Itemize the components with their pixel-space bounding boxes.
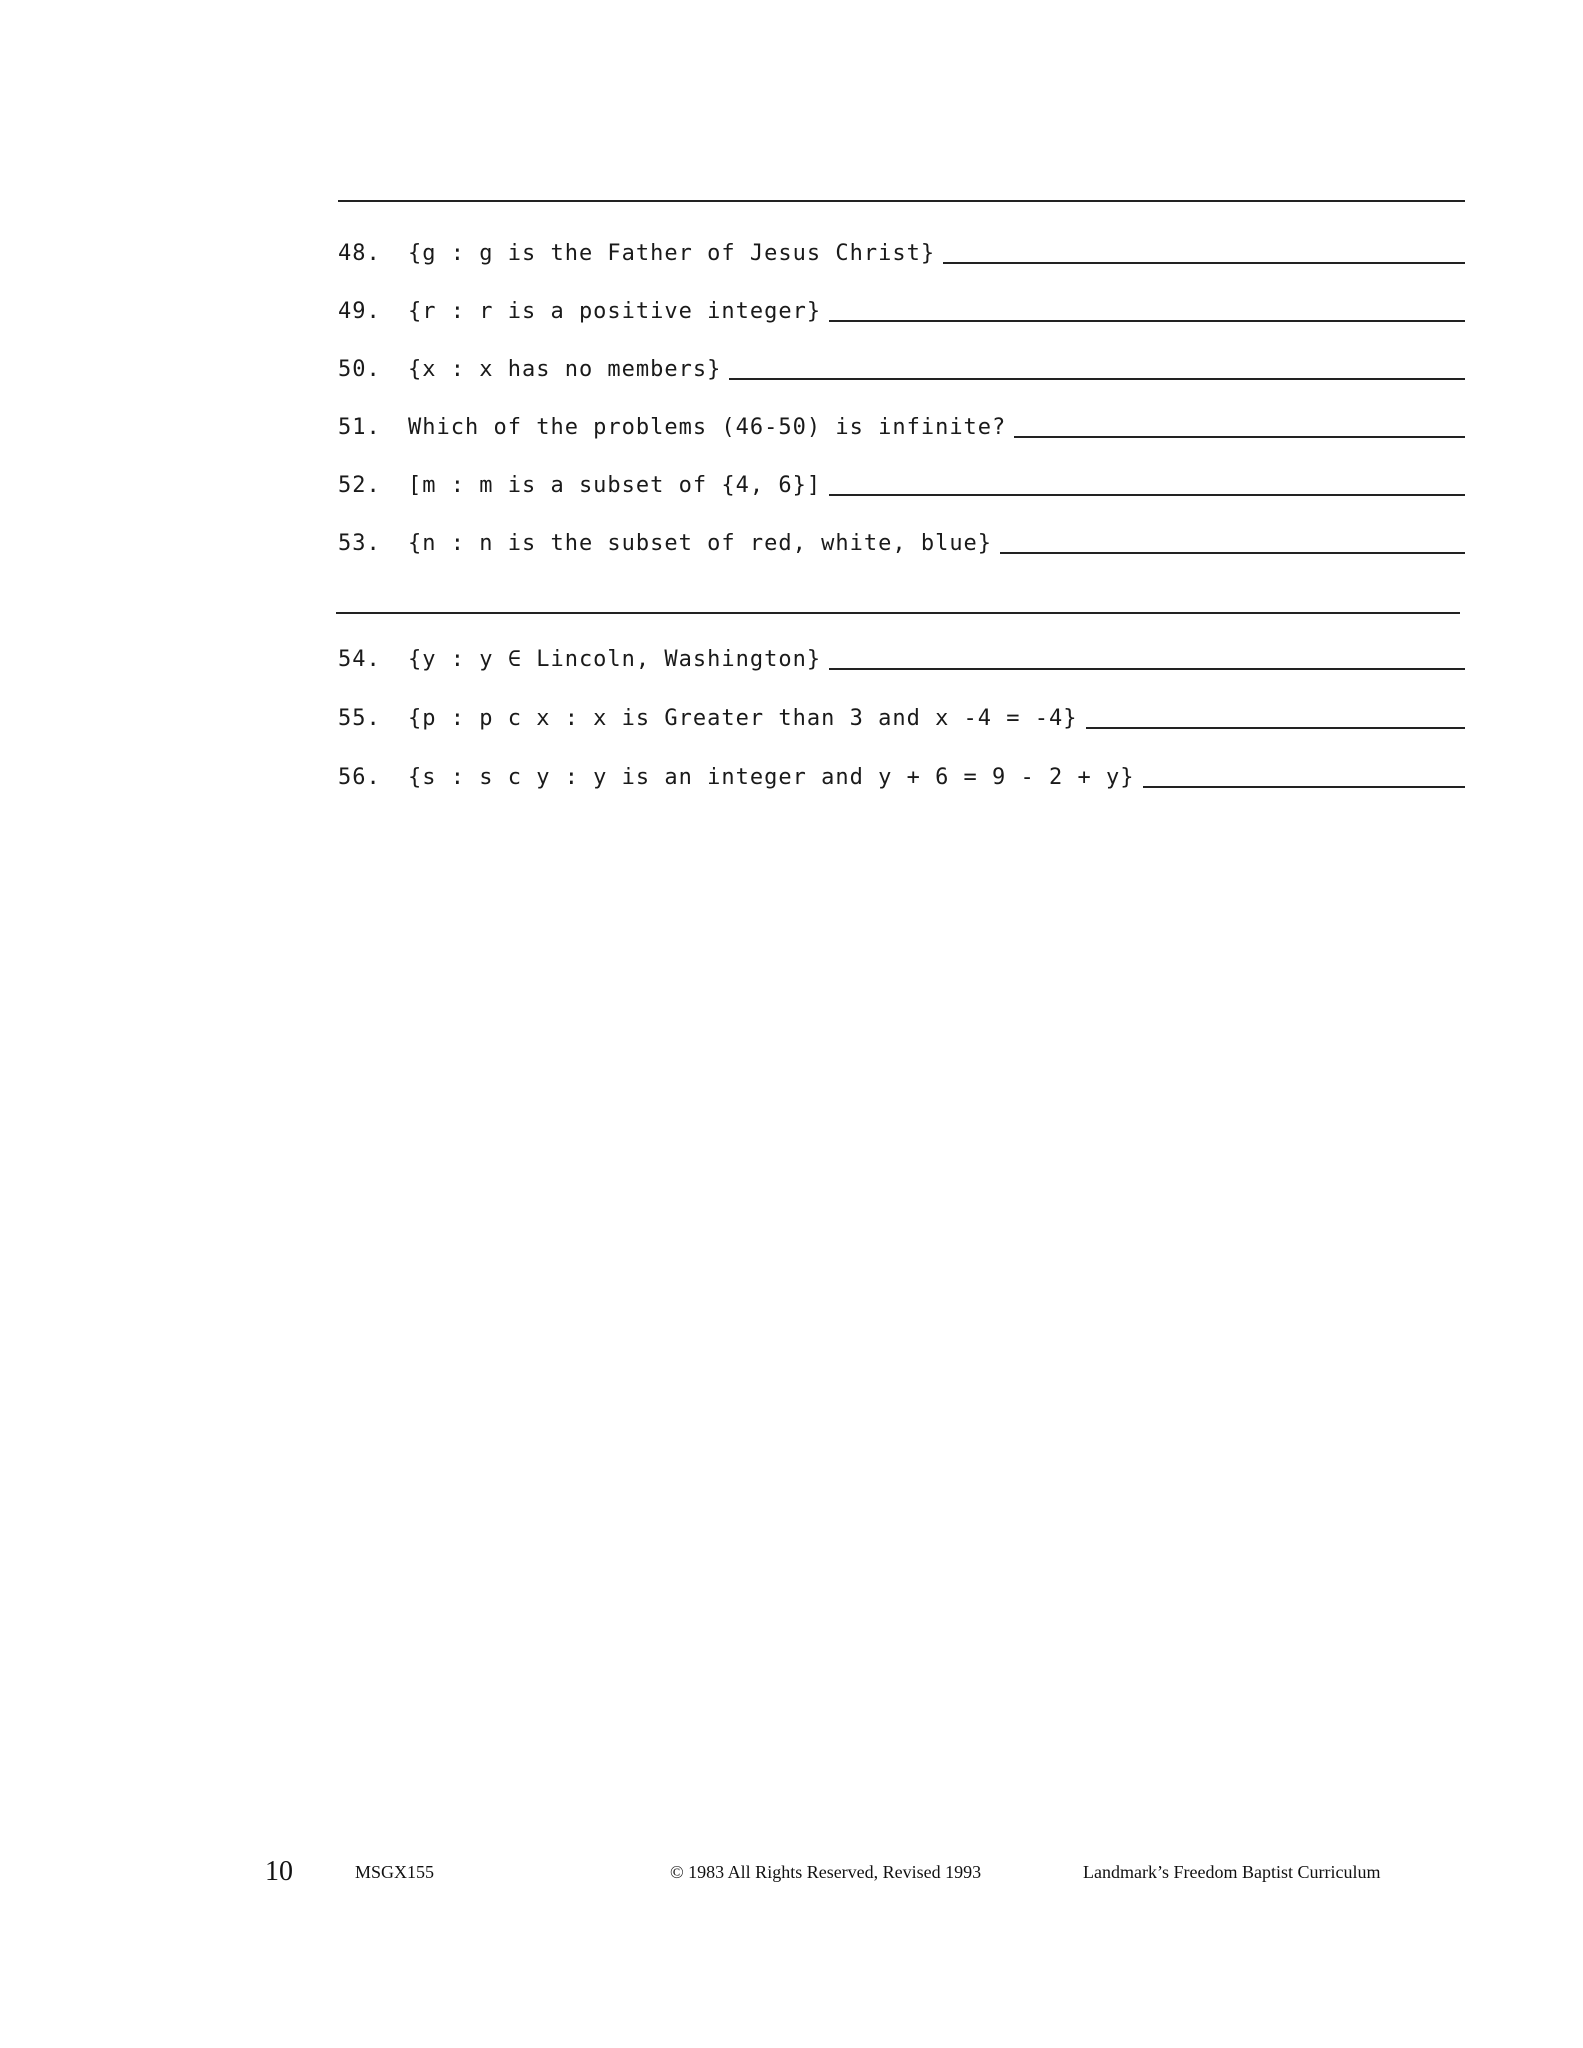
question-text: {s : s c y : y is an integer and y + 6 = 9 - 2 + y} — [408, 765, 1135, 790]
divider-middle — [336, 612, 1460, 614]
question-number: 54. — [338, 647, 381, 672]
answer-line[interactable] — [1086, 726, 1465, 729]
question-51 — [338, 396, 1465, 440]
answer-line[interactable] — [829, 319, 1465, 322]
question-53 — [338, 512, 1465, 556]
question-number: 51. — [338, 415, 381, 440]
answer-line[interactable] — [729, 377, 1465, 380]
question-48 — [338, 222, 1465, 266]
answer-line[interactable] — [829, 667, 1465, 670]
question-55 — [338, 687, 1465, 731]
question-50 — [338, 338, 1465, 382]
question-number: 53. — [338, 531, 381, 556]
answer-line[interactable] — [943, 261, 1465, 264]
copyright: © 1983 All Rights Reserved, Revised 1993 — [670, 1862, 982, 1882]
question-text: {y : y ∈ Lincoln, Washington} — [408, 647, 822, 672]
question-text: {g : g is the Father of Jesus Christ} — [408, 241, 936, 266]
answer-line[interactable] — [829, 493, 1465, 496]
answer-line[interactable] — [1143, 785, 1465, 788]
course-code: MSGX155 — [355, 1862, 435, 1882]
question-number: 50. — [338, 357, 381, 382]
answer-line[interactable] — [1014, 435, 1465, 438]
question-text: {p : p c x : x is Greater than 3 and x -4 = -4} — [408, 706, 1078, 731]
question-number: 52. — [338, 473, 381, 498]
question-56 — [338, 746, 1465, 790]
question-number: 49. — [338, 299, 381, 324]
question-text: {n : n is the subset of red, white, blue} — [408, 531, 993, 556]
question-49 — [338, 280, 1465, 324]
page-number: 10 — [265, 1856, 293, 1887]
question-text: {x : x has no members} — [408, 357, 722, 382]
divider-top — [338, 200, 1465, 202]
question-number: 48. — [338, 241, 381, 266]
question-number: 56. — [338, 765, 381, 790]
question-text: {r : r is a positive integer} — [408, 299, 822, 324]
answer-line[interactable] — [1000, 551, 1465, 554]
question-52 — [338, 454, 1465, 498]
question-text: [m : m is a subset of {4, 6}] — [408, 473, 822, 498]
publisher: Landmark’s Freedom Baptist Curriculum — [1083, 1862, 1381, 1882]
question-number: 55. — [338, 706, 381, 731]
question-54 — [338, 628, 1465, 672]
question-text: Which of the problems (46-50) is infinite? — [408, 415, 1007, 440]
